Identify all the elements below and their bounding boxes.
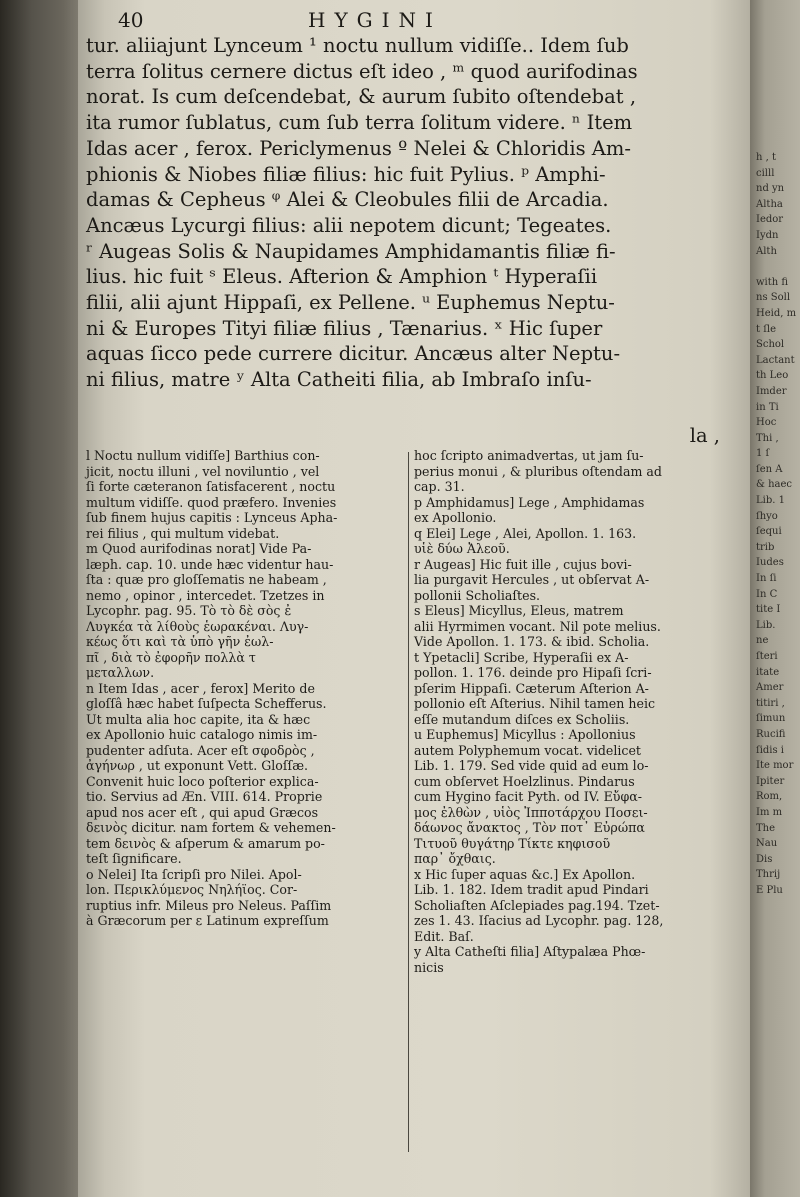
footnote-line: ſi forte cæteranon ſatisfacerent , noctu <box>86 479 336 494</box>
footnote-line: autem Polyphemum vocat. videlicet <box>414 742 641 758</box>
main-line: ni filius, matre ʸ Alta Catheiti filia, ab Imbraſo inſu- <box>86 368 592 392</box>
main-line: phionis & Niobes filiæ filius: hic fuit Pylius. ᵖ Amphi- <box>86 162 606 186</box>
footnote-line: Τιτυοῦ θυγάτηρ Τίκτε κηφισοῦ <box>414 835 611 851</box>
adjacent-page-line: ſimun <box>756 713 786 725</box>
adjacent-page-line: titiri , <box>756 697 785 709</box>
adjacent-page-line: & haec <box>756 479 793 491</box>
footnote-line: Convenit huic loco poſterior explica- <box>86 773 319 789</box>
adjacent-page-line: Lactant <box>756 354 795 366</box>
adjacent-page-line: Rucifi <box>756 728 786 740</box>
footnote-line: μος ἐλθὼν , υἱὸς Ἰπποτάρχου Ποσει- <box>414 804 648 820</box>
footnote-line: pollon. 1. 176. deinde pro Hipaſi ſcri- <box>414 665 652 680</box>
adjacent-page-line: Iedor <box>756 214 784 226</box>
footnote-line: ex Apollonio. <box>414 510 497 525</box>
footnote-line: pollonii Scholiaſtes. <box>414 587 541 603</box>
footnote-line: eſſe mutandum diſces ex Scholiis. <box>414 711 630 727</box>
main-line: ni & Europes Tityi filiæ filius , Tænarius. ˣ Hic ſuper <box>86 316 603 340</box>
adjacent-page-line: The <box>756 822 776 834</box>
footnote-line: υἱὲ δύω Ἀλεοῦ. <box>414 541 510 556</box>
main-line: tur. aliiajunt Lynceum ¹ noctu nullum vidiſſe.. Idem ſub <box>86 34 629 57</box>
adjacent-page-line: Imder <box>756 385 787 397</box>
footnote-line: ἀγήνωρ , ut exponunt Vett. Gloſſæ. <box>86 758 309 773</box>
footnote-line: o Nelei] Ita ſcripſi pro Nilei. Apol- <box>86 866 302 882</box>
adjacent-page-line: Alth <box>756 245 777 257</box>
footnote-line: pudenter adſuta. Acer eſt σφοδρὸς , <box>86 742 315 758</box>
adjacent-page-fragments <box>750 0 800 899</box>
footnote-line: δάωνος ἄνακτος , Τὸν ποτ᾽ Εὐρώπα <box>414 820 645 835</box>
adjacent-page-line: In ſi <box>756 573 777 585</box>
adjacent-page-line: Altha <box>756 198 783 210</box>
adjacent-page-line: h , t <box>756 152 776 163</box>
binding-gutter <box>0 0 90 1197</box>
adjacent-page-line: Im m <box>756 806 783 818</box>
main-line: lius. hic fuit ˢ Eleus. Afterion & Amphion ᵗ Hyperaſii <box>86 265 598 289</box>
adjacent-page-line: itate <box>756 666 780 678</box>
footnote-line: t Ypetacli] Scribe, Hyperaſii ex A- <box>414 649 629 665</box>
adjacent-page-line: In C <box>756 588 778 600</box>
adjacent-page-line: 1 ſ <box>756 448 770 460</box>
adjacent-page-edge <box>750 0 800 1197</box>
footnote-line: pollonio eſt Aſterius. Nihil tamen heic <box>414 696 656 711</box>
footnote-line: Edit. Baſ. <box>414 928 474 944</box>
footnote-line: n Item Idas , acer , ferox] Merito de <box>86 680 315 696</box>
adjacent-page-line: Iudes <box>756 557 784 569</box>
catchword: la , <box>689 424 720 447</box>
running-title: HYGINI <box>308 8 442 32</box>
adjacent-page-line: Iydn <box>756 229 779 241</box>
adjacent-page-line: Dis <box>756 853 773 865</box>
footnote-line: jicit, noctu illuni , vel noviluntio , vel <box>86 463 320 479</box>
adjacent-page-line: Amer <box>756 682 784 694</box>
adjacent-page-line: ſteri <box>756 651 778 662</box>
adjacent-page-line: ſidis i <box>756 744 785 756</box>
footnote-line: ruptius infr. Mileus pro Neleus. Paſſim <box>86 897 332 913</box>
main-line: Ancæus Lycurgi filius: alii nepotem dicunt; Tegeates. <box>86 213 612 237</box>
adjacent-page-line: Schol <box>756 339 785 351</box>
footnote-line: ſta : quæ pro gloſſematis ne habeam , <box>86 572 327 587</box>
footnote-line: m Quod aurifodinas norat] Vide Pa- <box>86 541 312 556</box>
footnote-line: lon. Περικλύμενος Νηλήϊος. Cor- <box>86 882 298 897</box>
adjacent-page-line: th Leo <box>756 370 789 382</box>
adjacent-page-line: Nau <box>756 838 778 850</box>
footnote-line: x Hic ſuper aquas &c.] Ex Apollon. <box>414 866 636 882</box>
footnote-line: multum vidiſſe. quod præfero. Invenies <box>86 494 337 510</box>
footnote-line: cum obſervet Hoelzlinus. Pindarus <box>414 773 635 789</box>
adjacent-page-line: Thrij <box>756 869 781 881</box>
footnote-line: à Græcorum per ε Latinum expreſſum <box>86 913 329 928</box>
page-number: 40 <box>118 8 144 32</box>
footnote-line: y Alta Catheſti filia] Aſtypalæa Phœ- <box>414 944 646 959</box>
adjacent-page-line: Hoc <box>756 417 777 429</box>
main-line: damas & Cepheus ᵠ Alei & Cleobules filii de Arcadia. <box>86 188 609 212</box>
column-divider <box>408 452 409 1152</box>
footnote-line: teſt ſignificare. <box>86 851 182 866</box>
adjacent-page-line: tite I <box>756 604 781 616</box>
adjacent-page-line: Ipiter <box>756 775 785 787</box>
adjacent-page-line: Ite mor <box>756 760 794 772</box>
footnote-line: s Eleus] Micyllus, Eleus, matrem <box>414 603 624 618</box>
main-line: ita rumor ſublatus, cum ſub terra ſolitum videre. ⁿ Item <box>86 111 633 135</box>
footnote-line: tio. Servius ad Æn. VIII. 614. Proprie <box>86 789 323 804</box>
adjacent-page-line: ſen A <box>756 463 783 475</box>
footnote-line: p Amphidamus] Lege , Amphidamas <box>414 494 645 510</box>
footnote-line: ſub finem hujus capitis : Lynceus Apha- <box>86 510 338 525</box>
main-text <box>86 33 736 393</box>
footnote-line: μεταλλων. <box>86 665 155 680</box>
main-line: aquas ſicco pede currere dicitur. Ancæus alter Neptu- <box>86 342 621 366</box>
footnote-line: κέως ὅτι καὶ τὰ ὑπὸ γῆν ἐωλ- <box>86 634 274 649</box>
adjacent-page-line: trib <box>756 541 775 553</box>
footnote-line: gloſſâ hæc habet ſuſpecta Schefferus. <box>86 696 327 711</box>
adjacent-page-line: ns Soll <box>756 292 791 304</box>
adjacent-page-line: Thi , <box>756 432 779 444</box>
main-line: ʳ Augeas Solis & Naupidames Amphidamantis filiæ fi- <box>86 239 616 263</box>
footnote-line: Scholiaſten Aſclepiades pag.194. Tzet- <box>414 897 660 913</box>
footnote-line: Λυγκέα τὰ λίθοὺς ἑωρακέναι. Λυγ- <box>86 618 309 634</box>
footnote-line: læph. cap. 10. unde hæc videntur hau- <box>86 556 334 572</box>
adjacent-page-line: in Ti <box>756 401 779 413</box>
main-line: Idas acer , ferox. Periclymenus º Nelei & Chloridis Am- <box>86 136 631 160</box>
main-line: terra ſolitus cernere dictus eſt ideo , ᵐ quod aurifodinas <box>86 59 638 83</box>
running-head <box>118 8 738 32</box>
footnote-line: alii Hyrmimen vocant. Nil pote melius. <box>414 618 661 634</box>
footnote-line: r Augeas] Hic fuit ille , cujus bovi- <box>414 556 632 572</box>
adjacent-page-line: ſequi <box>756 526 782 538</box>
adjacent-page-line: Rom, <box>756 791 783 803</box>
adjacent-page-line: t ſle <box>756 323 777 335</box>
footnote-line: Lib. 1. 179. Sed vide quid ad eum lo- <box>414 758 649 773</box>
footnote-line: Ut multa alia hoc capite, ita & hæc <box>86 711 311 727</box>
footnote-line: πῖ , διὰ τὸ ἐφορῆν πολλὰ τ <box>86 649 256 665</box>
footnote-line: cum Hygino facit Pyth. od IV. Εὔφα- <box>414 789 643 804</box>
adjacent-page-line <box>756 259 800 275</box>
footnotes <box>86 448 736 1188</box>
footnote-line: l Noctu nullum vidiſſe] Barthius con- <box>86 448 320 463</box>
footnote-line: nicis <box>414 959 444 975</box>
main-line: norat. Is cum deſcendebat, & aurum ſubito oſtendebat , <box>86 85 637 109</box>
footnote-line: q Elei] Lege , Alei, Apollon. 1. 163. <box>414 525 637 541</box>
footnote-column-left <box>86 448 404 929</box>
adjacent-page-line: nd yn <box>756 183 785 195</box>
footnote-line: apud nos acer eſt , qui apud Græcos <box>86 804 319 820</box>
footnote-line: zes 1. 43. Iſacius ad Lycophr. pag. 128, <box>414 913 664 928</box>
footnote-line: rei filius , qui multum videbat. <box>86 525 280 541</box>
footnote-line: δεινὸς dicitur. nam fortem & vehemen- <box>86 820 336 835</box>
adjacent-page-line: E Plu <box>756 884 783 896</box>
footnote-line: pſerim Hippaſi. Cæterum Aſterion A- <box>414 680 649 696</box>
footnote-line: tem δεινὸς & aſperum & amarum po- <box>86 835 325 851</box>
adjacent-page-line: cilll <box>756 167 775 179</box>
footnote-line: lia purgavit Hercules , ut obſervat A- <box>414 572 650 587</box>
footnote-line: cap. 31. <box>414 479 465 494</box>
footnote-line: Lycophr. pag. 95. Τὸ τὸ δὲ σὸς ἐ <box>86 603 292 618</box>
book-page <box>78 0 750 1197</box>
adjacent-page-line: ſhyo <box>756 510 778 522</box>
adjacent-page-line: with fi <box>756 276 789 288</box>
footnote-line: παρ᾽ ὄχθαις. <box>414 851 496 866</box>
footnote-line: Vide Apollon. 1. 173. & ibid. Scholia. <box>414 634 650 649</box>
footnote-line: u Euphemus] Micyllus : Apollonius <box>414 727 636 742</box>
footnote-line: nemo , opinor , intercedet. Tzetzes in <box>86 587 325 603</box>
footnote-column-right <box>414 448 732 975</box>
footnote-line: ex Apollonio huic catalogo nimis im- <box>86 727 318 742</box>
main-line: filii, alii ajunt Hippaſi, ex Pellene. ᵘ Euphemus Neptu- <box>86 291 615 315</box>
footnote-line: Lib. 1. 182. Idem tradit apud Pindari <box>414 882 649 897</box>
footnote-line: perius monui , & pluribus oſtendam ad <box>414 463 662 479</box>
adjacent-page-line: Lib. 1 <box>756 495 785 507</box>
adjacent-page-line: Lib. <box>756 619 776 631</box>
footnote-line: hoc ſcripto animadvertas, ut jam ſu- <box>414 448 644 463</box>
adjacent-page-line: ne <box>756 635 769 647</box>
adjacent-page-line: Heid, m <box>756 307 797 319</box>
